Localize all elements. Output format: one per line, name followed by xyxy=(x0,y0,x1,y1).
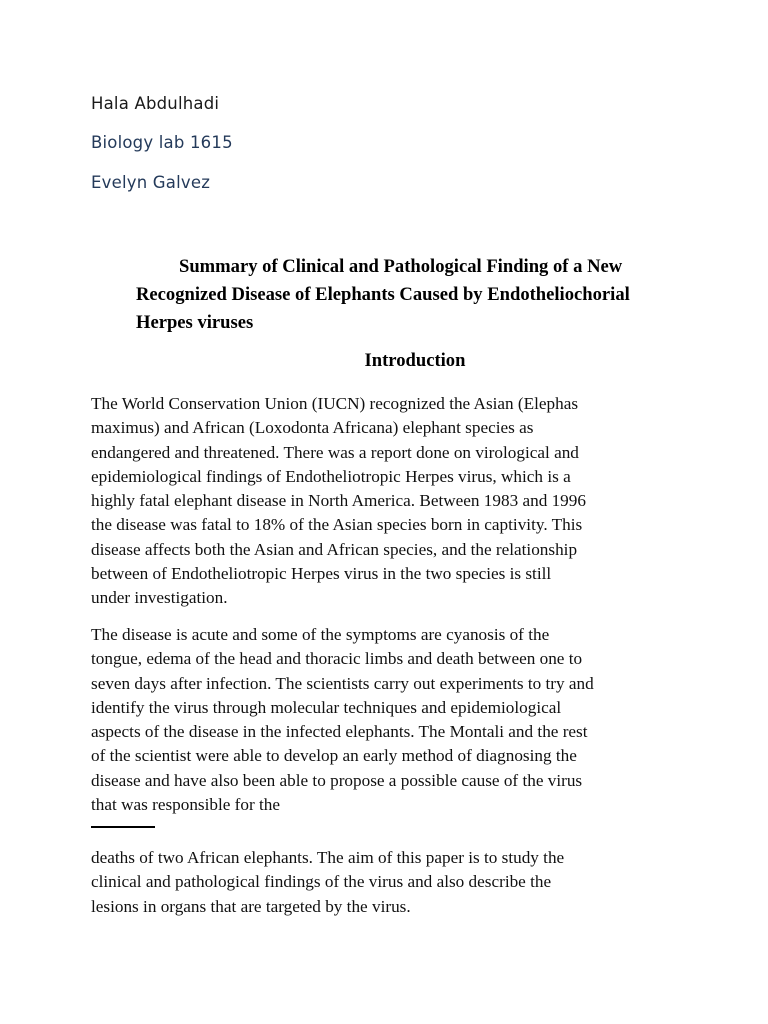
section-heading xyxy=(0,350,768,372)
text-line: aspects of the disease in the infected elephants. The Montali and the rest xyxy=(91,722,588,742)
text-line: The World Conservation Union (IUCN) recognized the Asian (Elephas xyxy=(91,394,579,413)
text-line: that was responsible for the xyxy=(91,795,281,815)
text-line: endangered and threatened. There was a report done on virological and xyxy=(91,442,579,462)
text-line: seven days after infection. The scientists carry out experiments to try and xyxy=(91,673,594,693)
paragraph-3 xyxy=(91,846,691,919)
title-line: Summary of Clinical and Pathological Finding of a New xyxy=(179,256,623,277)
text-line: The disease is acute and some of the symptoms are cyanosis of the xyxy=(91,625,550,644)
text-line: identify the virus through molecular techniques and epidemiological xyxy=(91,697,562,717)
text-line: epidemiological findings of Endotheliotropic Herpes virus, which is a xyxy=(91,466,571,486)
text-line: maximus) and African (Loxodonta Africana) elephant species as xyxy=(91,418,534,438)
text-line: between of Endotheliotropic Herpes virus in the two species is still xyxy=(91,564,552,584)
text-line: clinical and pathological findings of the virus and also describe the xyxy=(91,872,552,892)
text-line: tongue, edema of the head and thoracic limbs and death between one to xyxy=(91,649,583,669)
footnote-separator xyxy=(91,826,155,828)
text-line: the disease was fatal to 18% of the Asian species born in captivity. This xyxy=(91,515,583,535)
text-line: lesions in organs that are targeted by the virus. xyxy=(91,896,411,916)
text-line: disease and have also been able to propose a possible cause of the virus xyxy=(91,770,583,790)
text-line: disease affects both the Asian and African species, and the relationship xyxy=(91,539,578,559)
course-name: Biology lab 1615 xyxy=(91,133,233,152)
section-heading-text: Introduction xyxy=(364,350,466,371)
text-line: highly fatal elephant disease in North America. Between 1983 and 1996 xyxy=(91,491,586,511)
title-line: Recognized Disease of Elephants Caused by Endotheliochorial xyxy=(136,284,630,305)
paragraph-2 xyxy=(91,623,691,817)
text-line: of the scientist were able to develop an early method of diagnosing the xyxy=(91,746,577,766)
document-title xyxy=(136,253,696,337)
instructor-name: Evelyn Galvez xyxy=(91,173,211,192)
paragraph-1 xyxy=(91,392,691,611)
title-line: Herpes viruses xyxy=(136,312,254,333)
student-name: Hala Abdulhadi xyxy=(91,94,220,113)
text-line: deaths of two African elephants. The aim of this paper is to study the xyxy=(91,848,565,867)
text-line: under investigation. xyxy=(91,588,228,608)
